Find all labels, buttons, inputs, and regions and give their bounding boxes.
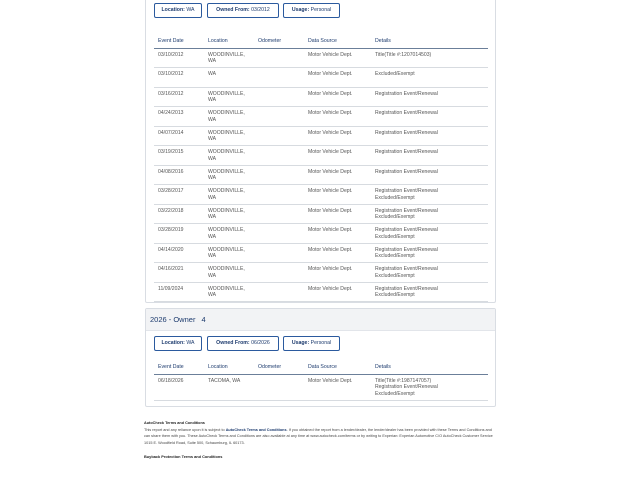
details-cell: [371, 224, 488, 244]
data-source-cell: Motor Vehicle Dept.: [304, 68, 371, 88]
location-cell: [204, 282, 254, 302]
data-source-cell: Motor Vehicle Dept.: [304, 165, 371, 185]
location-cell: [204, 48, 254, 68]
odometer-cell: [254, 263, 304, 283]
location-line-1: WA: [208, 71, 217, 77]
location-line-2: WA: [208, 116, 217, 123]
terms-body: [144, 427, 494, 447]
event-date-cell: 04/08/2016: [154, 165, 204, 185]
table-row: [154, 48, 488, 68]
details-line-1: Title(Title #:1987147057): [375, 377, 432, 384]
table-row: [154, 87, 488, 107]
location-line-2: WA: [208, 97, 217, 103]
location-cell: [204, 263, 254, 283]
details-line-1: Title(Title #:1207014503): [375, 51, 432, 58]
table-row: [154, 165, 488, 185]
details-line-1: Registration Event/Renewal: [375, 90, 438, 97]
usage-pill-label: Usage:: [291, 7, 310, 13]
col-event-date: Event Date: [154, 34, 204, 48]
table-row: [154, 68, 488, 88]
odometer-cell: [254, 146, 304, 166]
location-line-1: TACOMA, WA: [208, 377, 241, 384]
terms-text-2: . If you obtained the report from a lender/dealer, the lender/dealer has been provided with these Terms and Conditions and can share them with you. These AutoCheck Terms and Conditions are also available at any time at www.autocheck.com/terms or by writing to Experian: Experian Automotive C/O AutoCheck Customer Service 1015 E. Woodfield Road, Suite 500, Schaumburg, IL 60173.: [144, 427, 493, 445]
event-history-table: [154, 360, 488, 401]
details-line-2: Excluded/Exempt: [375, 253, 415, 259]
col-details: Details: [371, 360, 488, 374]
details-cell: [371, 126, 488, 146]
location-line-1: WOODINVILLE,: [208, 90, 245, 97]
event-date-cell: 04/14/2020: [154, 243, 204, 263]
owner-history-card-3: [145, 0, 496, 303]
details-cell: [371, 146, 488, 166]
event-date-cell: 03/10/2012: [154, 48, 204, 68]
details-line-2: Excluded/Exempt: [375, 292, 415, 298]
event-date-cell: 03/22/2018: [154, 204, 204, 224]
details-line-3: Excluded/Exempt: [375, 390, 415, 397]
owner-history-card-4: [145, 308, 496, 407]
location-line-2: WA: [208, 58, 217, 64]
details-cell: [371, 282, 488, 302]
odometer-cell: [254, 282, 304, 302]
usage-pill: [283, 3, 340, 18]
location-line-2: WA: [208, 175, 217, 181]
terms-text-1: This report and any reliance upon it is subject to: [144, 427, 226, 432]
details-line-1: Registration Event/Renewal: [375, 168, 438, 175]
location-line-2: WA: [208, 253, 217, 259]
data-source-cell: Motor Vehicle Dept.: [304, 87, 371, 107]
event-date-cell: 03/10/2012: [154, 68, 204, 88]
owner-header: [146, 309, 495, 331]
event-date-cell: 03/16/2012: [154, 87, 204, 107]
table-row: [154, 107, 488, 127]
location-line-2: WA: [208, 233, 217, 240]
odometer-cell: [254, 87, 304, 107]
odometer-cell: [254, 68, 304, 88]
owned-from-pill-label: Owned From:: [216, 7, 250, 13]
col-data-source: Data Source: [304, 34, 371, 48]
details-line-1: Registration Event/Renewal: [375, 129, 438, 136]
details-line-2: Excluded/Exempt: [375, 233, 415, 240]
location-pill-label: Location:: [161, 340, 185, 346]
data-source-cell: Motor Vehicle Dept.: [304, 107, 371, 127]
odometer-cell: [254, 204, 304, 224]
details-line-2: Excluded/Exempt: [375, 272, 415, 279]
details-line-1: Registration Event/Renewal: [375, 285, 438, 292]
owned-from-pill-value: 03/2012: [251, 7, 270, 13]
location-line-1: WOODINVILLE,: [208, 110, 245, 116]
data-source-cell: Motor Vehicle Dept.: [304, 243, 371, 263]
location-line-1: WOODINVILLE,: [208, 168, 245, 175]
location-line-2: WA: [208, 292, 217, 298]
odometer-cell: [254, 48, 304, 68]
col-event-date: Event Date: [154, 360, 204, 374]
location-line-1: WOODINVILLE,: [208, 149, 245, 155]
odometer-cell: [254, 107, 304, 127]
details-cell: [371, 204, 488, 224]
table-row: [154, 126, 488, 146]
data-source-cell: Motor Vehicle Dept.: [304, 263, 371, 283]
owner-number: 4: [201, 315, 206, 324]
event-history-table: [154, 34, 488, 302]
location-line-2: WA: [208, 155, 217, 162]
odometer-cell: [254, 165, 304, 185]
odometer-cell: [254, 224, 304, 244]
location-line-1: WOODINVILLE,: [208, 227, 245, 233]
data-source-cell: Motor Vehicle Dept.: [304, 224, 371, 244]
event-date-cell: 04/07/2014: [154, 126, 204, 146]
location-line-1: WOODINVILLE,: [208, 129, 245, 136]
table-row: [154, 185, 488, 205]
col-location: Location: [204, 34, 254, 48]
table-row: [154, 204, 488, 224]
location-line-1: WOODINVILLE,: [208, 285, 245, 292]
location-cell: [204, 243, 254, 263]
odometer-cell: [254, 185, 304, 205]
usage-pill-value: Personal: [310, 340, 332, 346]
owner-summary-pills: [146, 0, 495, 28]
table-row: [154, 243, 488, 263]
event-date-cell: 03/19/2015: [154, 146, 204, 166]
details-cell: [371, 107, 488, 127]
location-cell: [204, 68, 254, 88]
details-cell: [371, 263, 488, 283]
details-cell: [371, 87, 488, 107]
details-cell: [371, 243, 488, 263]
odometer-cell: [254, 243, 304, 263]
location-line-2: WA: [208, 272, 217, 279]
table-row: [154, 146, 488, 166]
details-cell: [371, 48, 488, 68]
location-line-2: WA: [208, 136, 217, 142]
location-cell: [204, 374, 254, 400]
location-pill-value: WA: [186, 340, 195, 346]
data-source-cell: Motor Vehicle Dept.: [304, 282, 371, 302]
location-pill-label: Location:: [161, 7, 185, 13]
details-line-1: Registration Event/Renewal: [375, 110, 438, 116]
event-date-cell: 04/16/2021: [154, 263, 204, 283]
details-line-2: Registration Event/Renewal: [375, 384, 438, 390]
location-line-1: WOODINVILLE,: [208, 188, 245, 194]
details-cell: [371, 374, 488, 400]
details-line-1: Registration Event/Renewal: [375, 266, 438, 272]
owned-from-pill: [207, 3, 279, 18]
location-cell: [204, 185, 254, 205]
buyback-terms-title: Buyback Protection Terms and Conditions: [144, 454, 223, 459]
data-source-cell: Motor Vehicle Dept.: [304, 185, 371, 205]
data-source-cell: Motor Vehicle Dept.: [304, 374, 371, 400]
owned-from-pill: [207, 336, 279, 351]
owned-from-pill-label: Owned From:: [216, 340, 250, 346]
location-cell: [204, 204, 254, 224]
location-pill: [154, 3, 202, 18]
location-line-1: WOODINVILLE,: [208, 207, 245, 214]
location-line-2: WA: [208, 194, 217, 201]
location-cell: [204, 146, 254, 166]
table-row: [154, 263, 488, 283]
usage-pill-value: Personal: [310, 7, 332, 13]
location-pill: [154, 336, 202, 351]
event-date-cell: 06/18/2026: [154, 374, 204, 400]
col-data-source: Data Source: [304, 360, 371, 374]
details-line-1: Registration Event/Renewal: [375, 227, 438, 233]
location-line-2: WA: [208, 214, 217, 220]
owner-heading: 2026 - Owner: [150, 315, 196, 324]
details-cell: [371, 185, 488, 205]
event-date-cell: 04/24/2013: [154, 107, 204, 127]
data-source-cell: Motor Vehicle Dept.: [304, 48, 371, 68]
details-line-2: Excluded/Exempt: [375, 214, 415, 220]
location-line-1: WOODINVILLE,: [208, 246, 245, 253]
details-cell: [371, 68, 488, 88]
location-line-1: WOODINVILLE,: [208, 51, 245, 58]
table-row: [154, 282, 488, 302]
details-line-2: Excluded/Exempt: [375, 194, 415, 201]
event-date-cell: 03/28/2017: [154, 185, 204, 205]
table-header-row: [154, 360, 488, 374]
details-line-1: Registration Event/Renewal: [375, 149, 438, 155]
odometer-cell: [254, 126, 304, 146]
odometer-cell: [254, 374, 304, 400]
table-header-row: [154, 34, 488, 48]
data-source-cell: Motor Vehicle Dept.: [304, 146, 371, 166]
location-pill-value: WA: [186, 7, 195, 13]
terms-title: AutoCheck Terms and Conditions: [144, 421, 205, 425]
col-location: Location: [204, 360, 254, 374]
table-row: [154, 224, 488, 244]
location-cell: [204, 87, 254, 107]
table-row: [154, 374, 488, 400]
col-odometer: Odometer: [254, 34, 304, 48]
details-line-1: Excluded/Exempt: [375, 71, 415, 77]
location-line-1: WOODINVILLE,: [208, 266, 245, 272]
location-cell: [204, 107, 254, 127]
location-cell: [204, 126, 254, 146]
details-line-1: Registration Event/Renewal: [375, 246, 438, 253]
owned-from-pill-value: 06/2026: [251, 340, 270, 346]
data-source-cell: Motor Vehicle Dept.: [304, 126, 371, 146]
data-source-cell: Motor Vehicle Dept.: [304, 204, 371, 224]
location-cell: [204, 165, 254, 185]
col-odometer: Odometer: [254, 360, 304, 374]
terms-link[interactable]: AutoCheck Terms and Conditions: [225, 427, 287, 432]
owner-summary-pills: [146, 331, 495, 361]
event-date-cell: 11/09/2024: [154, 282, 204, 302]
location-cell: [204, 224, 254, 244]
terms-section: [144, 420, 494, 446]
usage-pill-label: Usage:: [291, 340, 310, 346]
col-details: Details: [371, 34, 488, 48]
event-date-cell: 03/28/2019: [154, 224, 204, 244]
details-cell: [371, 165, 488, 185]
details-line-1: Registration Event/Renewal: [375, 188, 438, 194]
details-line-1: Registration Event/Renewal: [375, 207, 438, 214]
usage-pill: [283, 336, 340, 351]
